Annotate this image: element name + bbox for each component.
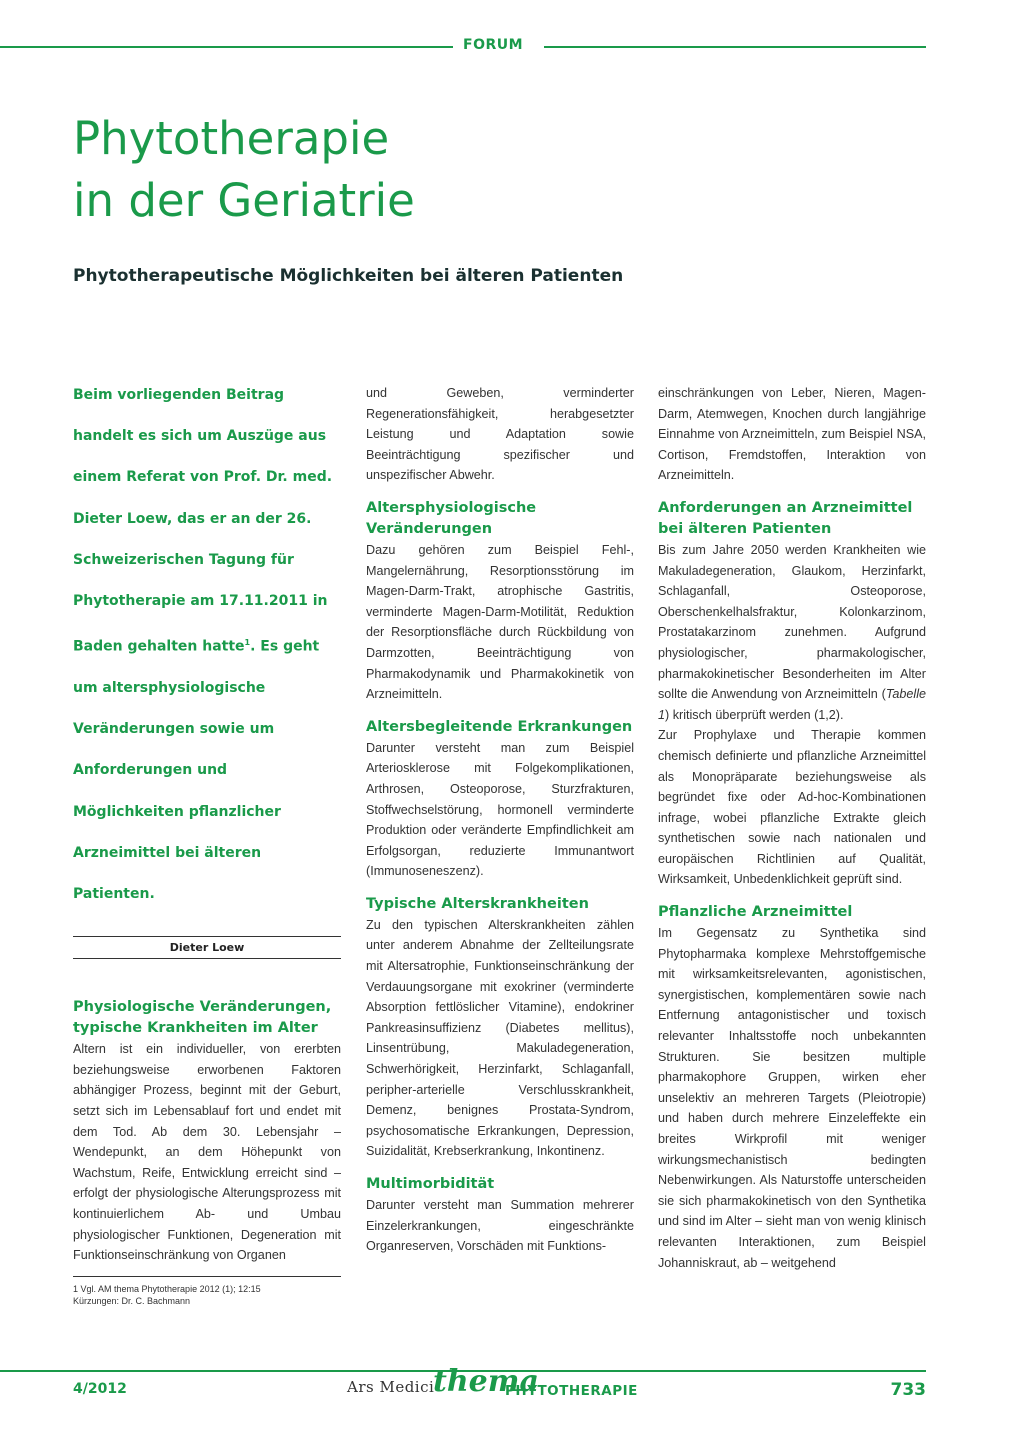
heading-pflanzliche: Pflanzliche Arzneimittel xyxy=(658,904,853,921)
footer-section: PHYTOTHERAPIE xyxy=(505,1383,638,1399)
header-rule-left xyxy=(0,46,453,48)
author-rule-top xyxy=(73,936,341,937)
heading-typische: Typische Alterskrankheiten xyxy=(366,895,589,912)
paragraph-bis-2050-end: ) kritisch überprüft werden (1,2). xyxy=(665,707,844,722)
paragraph-synthetika: Im Gegensatz zu Synthetika sind Phytopharmaka komplexe Mehrstoffgemische mit wirksamkeitsrelevanten, agonistischen, synergistischen, komplementären sowie nach Entfernung antagonistischer und toxisch relevanter Inhaltsstoffe noch unbekannten Strukturen. Sie besitzen multiple pharmakophore Gruppen, wirken eher unselektiv an mehreren Targets (Pleiotropie) und haben durch mehrere Einzeleffekte ein breites Wirkprofil mit weniger wirkungsmechanistisch bedingten Nebenwirkungen. Als Naturstoffe unterscheiden sie sich pharmakokinetisch von den Synthetika und sind im Alter – sieht man von wenig klinisch relevanten Interaktionen, zum Beispiel Johanniskraut, ab – weitgehend xyxy=(658,926,926,1270)
lead-paragraph xyxy=(73,375,341,915)
article-title xyxy=(73,108,415,232)
column-1 xyxy=(73,375,341,1266)
footnote xyxy=(73,1276,341,1307)
table-reference: Tabelle 1 xyxy=(658,687,926,722)
heading-altersphysiologische: Altersphysiologische Veränderungen xyxy=(366,499,537,537)
title-line-1: Phytotherapie xyxy=(73,112,390,165)
brand-logo: Ars Medici xyxy=(347,1378,435,1396)
column-2 xyxy=(366,383,634,1257)
paragraph-einschraenkungen: einschränkungen von Leber, Nieren, Magen-Darm, Atemwegen, Knochen durch langjährige Einnahme von Arzneimitteln, zum Beispiel NSA, Cortison, Fremdstoffen, Interaktion von Arzneimitteln. xyxy=(658,386,926,483)
heading-multimorbiditaet: Multimorbidität xyxy=(366,1176,495,1192)
lead-text: Beim vorliegenden Beitrag handelt es sich um Auszüge aus einem Referat von Prof. Dr. med. Dieter Loew, das er an der 26. Schweizerischen Tagung für Phytotherapie am 17.11.2011 in Baden gehalten hatte xyxy=(73,387,333,655)
title-line-2: in der Geriatrie xyxy=(73,174,415,227)
paragraph-darunter-1: Darunter versteht man zum Beispiel Arteriosklerose mit Folgekomplikationen, Arthrosen, Osteoporose, Sturzfrakturen, Stoffwechselstörung, hormonell verminderte Produktion oder veränderte Empfindlichkeit am Erfolgsorgan, reduzierte Immunantwort (Immunoseneszenz). xyxy=(366,740,634,879)
paragraph-altern: Altern ist ein individueller, von ererbten beziehungsweise erworbenen Faktoren abhängiger Prozess, beginnt mit der Geburt, setzt sich im Lebensablauf fort und endet mit dem Tod. Ab dem 30. Lebensjahr – Wendepunkt, an dem Höhepunkt von Wachstum, Reife, Entwicklung erreicht sind – erfolgt der physiologische Alterungsprozess mit kontinuierlichem Ab- und Umbau physiologischer Funktionen, Degeneration mit Funktionseinschränkung von Organen xyxy=(73,1042,341,1263)
section-label: FORUM xyxy=(463,37,524,53)
paragraph-bis-2050-text: Bis zum Jahre 2050 werden Krankheiten wie Makuladegeneration, Glaukom, Herzinfarkt, Schlaganfall, Osteoporose, Oberschenkelhalsfraktur, Kolonkarzinom, Prostatakarzinom zunehmen. Aufgrund physiologischer, pharmakologischer, pharmakokinetischer Besonderheiten im Alter sollte die Anwendung von Arzneimitteln ( xyxy=(658,542,926,702)
column-3 xyxy=(658,383,926,1273)
paragraph-prophylaxe: Zur Prophylaxe und Therapie kommen chemisch definierte und pflanzliche Arzneimittel als Monopräparate beziehungsweise als begründet fixe oder Ad-hoc-Kombinationen infrage, wobei pflanzliche Extrakte gleich synthetischen sowie nach nationalen und europäischen Richtlinien auf Qualität, Wirksamkeit, Unbedenklichkeit geprüft sind. xyxy=(658,728,926,887)
paragraph-geweben: und Geweben, verminderter Regenerationsfähigkeit, herabgesetzter Leistung und Adaptation sowie Beeinträchtigung spezifischer und unspezifischer Abwehr. xyxy=(366,386,634,483)
footnote-line-2: Kürzungen: Dr. C. Bachmann xyxy=(73,1296,191,1306)
page-number: 733 xyxy=(890,1380,926,1400)
heading-anforderungen: Anforderungen an Arzneimittel bei älteren Patienten xyxy=(658,499,913,537)
lead-text-end: . Es geht um altersphysiologische Veränderungen sowie um Anforderungen und Möglichkeiten pflanzlicher Arzneimittel bei älteren Patienten. xyxy=(73,638,320,903)
thema-logo: thema xyxy=(433,1364,539,1399)
paragraph-typische: Zu den typischen Alterskrankheiten zählen unter anderem Abnahme der Zellteilungsrate mit Altersatrophie, Funktionseinschränkung der Verdauungsorgane mit exokriner (verminderte Absorption fettlöslicher Vitamine), endokriner Pankreasinsuffizienz (Diabetes mellitus), Linsentrübung, Makuladegeneration, Schwerhörigkeit, Herzinfarkt, Schlaganfall, peripher-arterielle Verschlusskrankheit, Demenz, benignes Prostata-Syndrom, psychosomatische Erkrankungen, Depression, Suizidalität, Krebserkrankung, Inkontinenz. xyxy=(366,917,634,1159)
header-rule-right xyxy=(544,46,926,48)
author-name: Dieter Loew xyxy=(169,941,245,955)
footnote-line-1: 1 Vgl. AM thema Phytotherapie 2012 (1); 12:15 xyxy=(73,1284,261,1294)
lead-footnote-ref: 1 xyxy=(244,638,251,648)
issue-number: 4/2012 xyxy=(73,1381,127,1397)
paragraph-dazu: Dazu gehören zum Beispiel Fehl-, Mangelernährung, Resorptionsstörung im Magen-Darm-Trakt, atrophische Gastritis, verminderte Magen-Darm-Motilität, Reduktion der Resorptionsfläche durch Rückbildung von Darmzotten, Beeinträchtigung von Pharmakodynamik und Pharmakokinetik von Arzneimitteln. xyxy=(366,542,634,702)
heading-altersbegleitende: Altersbegleitende Erkrankungen xyxy=(366,718,633,735)
article-subtitle: Phytotherapeutische Möglichkeiten bei älteren Patienten xyxy=(73,266,624,286)
heading-physiologische: Physiologische Veränderungen, typische Krankheiten im Alter xyxy=(73,999,332,1037)
paragraph-bis-2050 xyxy=(658,540,926,725)
paragraph-darunter-2: Darunter versteht man Summation mehrerer Einzelerkrankungen, eingeschränkte Organreserven, Vorschäden mit Funktions- xyxy=(366,1198,634,1254)
